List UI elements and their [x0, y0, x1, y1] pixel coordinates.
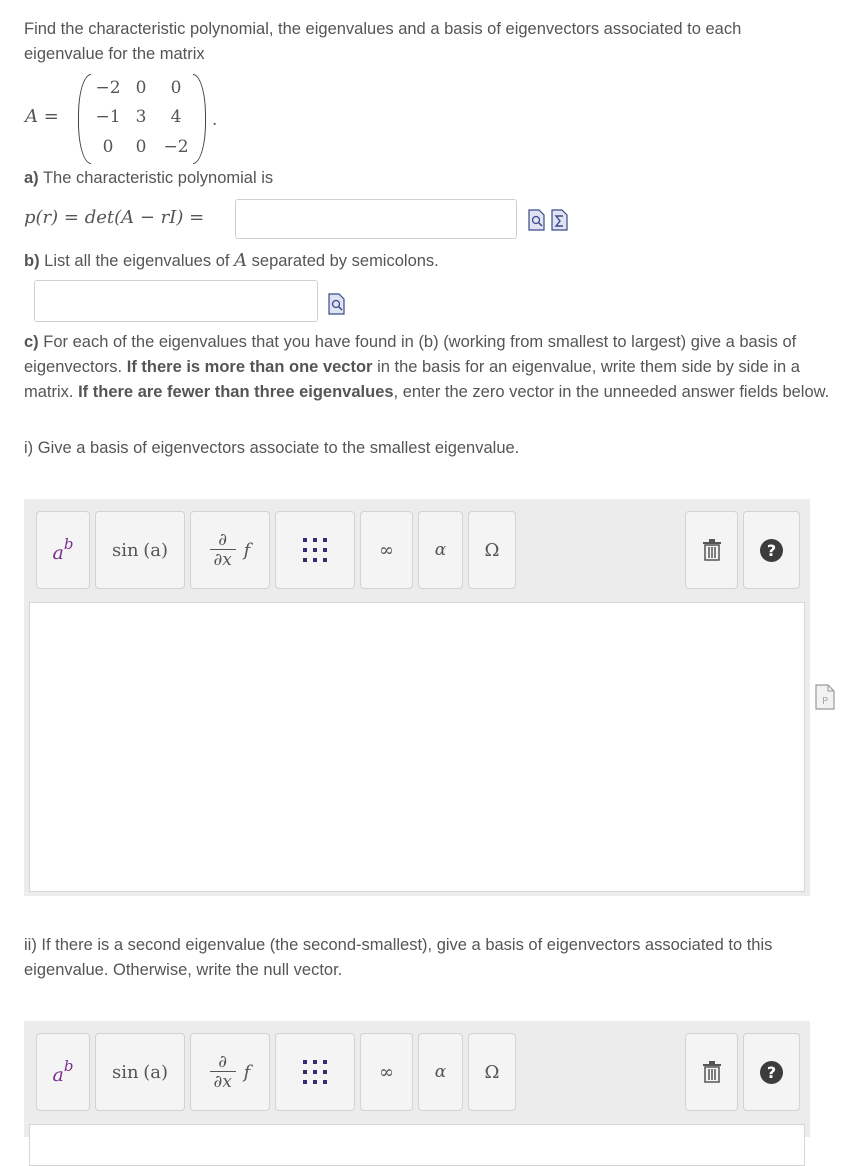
svg-text:P: P — [822, 696, 829, 707]
omega-button[interactable]: Ω — [468, 1033, 516, 1111]
sin-button[interactable]: sin (a) — [95, 1033, 185, 1111]
preview-icon[interactable] — [528, 209, 545, 231]
part-c-text: c) For each of the eigenvalues that you have found in (b) (working from smallest to largest) give a basis of eigenvectors. If there is more than one vector in the basis for an eigenvalue, write them side by side in a matrix. If there are fewer than three eigenvalues, enter the zero vector in the unneeded answer fields below. — [24, 333, 830, 401]
alpha-button[interactable]: α — [418, 511, 463, 589]
matrix-period: . — [212, 110, 218, 129]
matrix-cell: 0 — [135, 137, 147, 157]
matrix-cell: 0 — [135, 78, 147, 98]
right-paren — [193, 74, 206, 164]
matrix-cell: −2 — [95, 78, 121, 98]
help-icon: ? — [760, 539, 783, 562]
matrix-button[interactable] — [275, 1033, 355, 1111]
preview-icon[interactable] — [328, 293, 345, 315]
part-a-text: a) The characteristic polynomial is — [24, 169, 274, 187]
trash-icon — [702, 539, 722, 561]
char-poly-input[interactable] — [235, 199, 517, 239]
derivative-button[interactable]: ∂ ∂x f — [190, 1033, 270, 1111]
delete-button[interactable] — [685, 511, 738, 589]
math-editor-1 — [24, 499, 810, 896]
help-button[interactable] — [743, 1033, 800, 1111]
matrix-cell: 0 — [102, 137, 114, 157]
matrix-button[interactable] — [275, 511, 355, 589]
help-icon: ? — [760, 1061, 783, 1084]
char-poly-formula: p(r) = det(A − rI) = — [24, 207, 205, 228]
matrix-cell: −2 — [163, 137, 189, 157]
sin-button[interactable]: sin (a) — [95, 511, 185, 589]
formula-icon[interactable] — [551, 209, 568, 231]
left-paren — [78, 74, 91, 164]
eigenvalues-input[interactable] — [34, 280, 318, 322]
power-button[interactable]: a b — [36, 511, 90, 589]
help-button[interactable] — [743, 511, 800, 589]
matrix-grid-icon — [300, 1057, 330, 1087]
power-button[interactable]: a b — [36, 1033, 90, 1111]
trash-icon — [702, 1061, 722, 1083]
document-icon[interactable] — [815, 684, 835, 710]
matrix-cell: 4 — [170, 107, 182, 127]
infinity-button[interactable]: ∞ — [360, 1033, 413, 1111]
part-i-text: i) Give a basis of eigenvectors associate to the smallest eigenvalue. — [24, 439, 520, 457]
infinity-button[interactable]: ∞ — [360, 511, 413, 589]
matrix-label: A = — [25, 106, 59, 127]
part-b-text: b) List all the eigenvalues of A separated by semicolons. — [24, 250, 439, 271]
math-editor-2 — [24, 1021, 810, 1137]
part-ii-text: ii) If there is a second eigenvalue (the second-smallest), give a basis of eigenvectors associated to this eigenvalue. Otherwise, write the null vector. — [24, 936, 773, 979]
delete-button[interactable] — [685, 1033, 738, 1111]
matrix-cell: 3 — [135, 107, 147, 127]
matrix-grid-icon — [300, 535, 330, 565]
editor-workspace[interactable] — [29, 1124, 805, 1166]
matrix-A — [78, 74, 206, 162]
matrix-cell: 0 — [170, 78, 182, 98]
matrix-cell: −1 — [95, 107, 121, 127]
alpha-button[interactable]: α — [418, 1033, 463, 1111]
editor-workspace[interactable] — [29, 602, 805, 892]
omega-button[interactable]: Ω — [468, 511, 516, 589]
derivative-button[interactable]: ∂ ∂x f — [190, 511, 270, 589]
problem-intro: Find the characteristic polynomial, the eigenvalues and a basis of eigenvectors associated to each eigenvalue for the matrix — [24, 20, 742, 63]
